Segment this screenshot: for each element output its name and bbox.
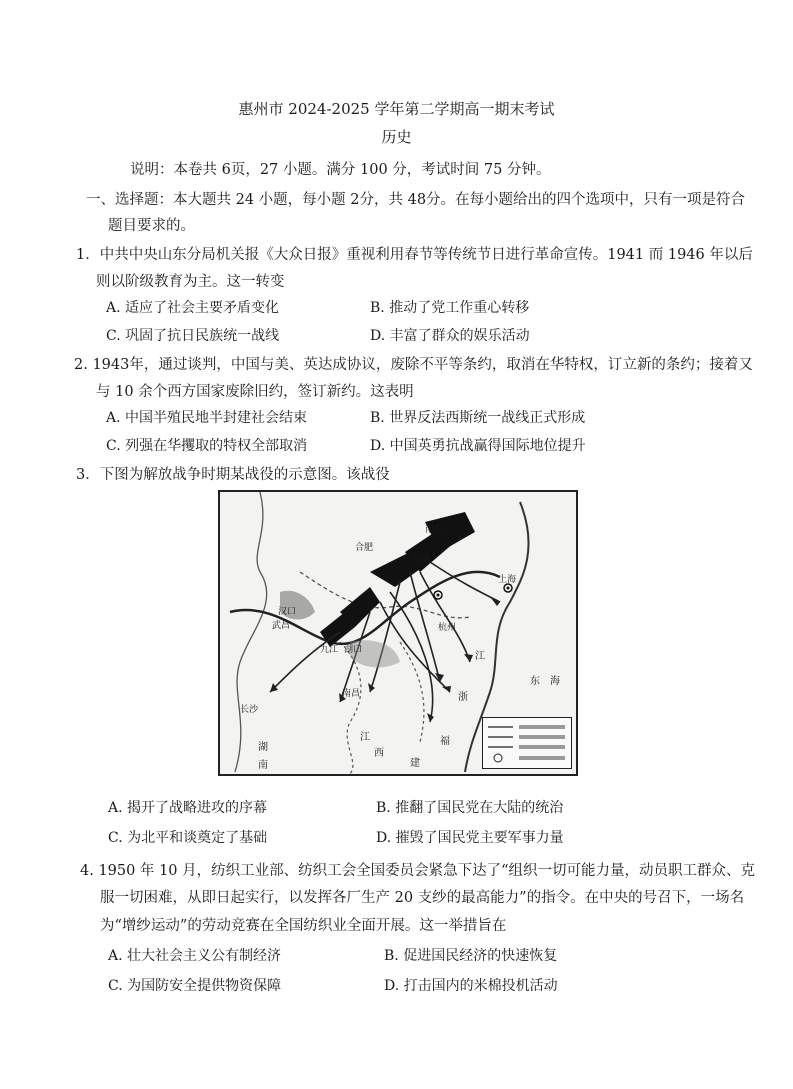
q1-option-d[interactable]: D. 丰富了群众的娱乐活动: [370, 328, 530, 344]
map-label-fu: 福: [440, 736, 450, 747]
map-label-hefei: 合肥: [355, 543, 374, 553]
map-label-nan: 南: [258, 760, 268, 771]
q2-stem-line1: 2. 1943年，通过谈判，中国与美、英达成协议，废除不平等条约，取消在华特权，订立新的条约；接着又: [74, 357, 753, 373]
q4-option-c[interactable]: C. 为国防安全提供物资保障: [108, 978, 282, 994]
q4-option-b[interactable]: B. 促进国民经济的快速恢复: [384, 948, 558, 964]
q1-stem-line2: 则以阶级教育为主。这一转变: [96, 274, 285, 290]
q3-option-c[interactable]: C. 为北平和谈奠定了基础: [108, 830, 268, 846]
map-label-jiujiang: 九江: [320, 645, 339, 655]
map-label-dong: 东: [530, 676, 540, 687]
q1-option-a[interactable]: A. 适应了社会主要矛盾变化: [106, 300, 280, 316]
map-label-changsha: 长沙: [240, 705, 259, 715]
q4-stem-line2: 服一切困难，从即日起实行，以发挥各厂生产 20 支纱的最高能力”的指令。在中央的号召下，一场名: [100, 890, 745, 906]
map-label-nanchang: 南昌: [342, 689, 361, 699]
map-label-nanjing: 南京: [425, 525, 444, 535]
q3-option-a[interactable]: A. 揭开了战略进攻的序幕: [108, 800, 268, 816]
map-legend: [482, 717, 572, 769]
q2-option-b[interactable]: B. 世界反法西斯统一战线正式形成: [370, 410, 586, 426]
map-label-jiang: 江: [475, 651, 485, 662]
map-label-jiang2: 江: [360, 732, 370, 743]
q2-option-c[interactable]: C. 列强在华攫取的特权全部取消: [106, 438, 308, 454]
q4-option-a[interactable]: A. 壮大社会主义公有制经济: [108, 948, 282, 964]
map-label-xi: 西: [374, 748, 384, 759]
q2-stem-line2: 与 10 余个西方国家废除旧约，签订新约。这表明: [96, 384, 414, 400]
map-label-hangzhou: 杭州: [438, 623, 457, 633]
map-label-wuchang: 武昌: [272, 621, 291, 631]
instructions: 说明：本卷共 6页，27 小题。满分 100 分，考试时间 75 分钟。: [130, 162, 551, 178]
map-label-wuhu: 芜湖: [412, 555, 431, 565]
q4-stem-line3: 为“增纱运动”的劳动竞赛在全国纺织业全面开展。这一举措旨在: [100, 918, 507, 934]
map-label-hai: 海: [550, 676, 560, 687]
q1-option-b[interactable]: B. 推动了党工作重心转移: [370, 300, 530, 316]
map-label-hankou: 汉口: [278, 607, 297, 617]
q1-option-c[interactable]: C. 巩固了抗日民族统一战线: [106, 328, 280, 344]
map-label-jian: 建: [410, 758, 420, 769]
map-label-shanghai: 上海: [498, 575, 517, 585]
q1-stem-line1: 1．中共中央山东分局机关报《大众日报》重视利用春节等传统节日进行革命宣传。1941 而 1946 年以后: [76, 247, 753, 263]
map-label-zhe: 浙: [458, 692, 468, 703]
map-label-hu: 湖: [258, 742, 268, 753]
exam-subject: 历史: [381, 128, 412, 146]
q4-option-d[interactable]: D. 打击国内的米棉投机活动: [384, 978, 558, 994]
q4-stem-line1: 4. 1950 年 10 月，纺织工业部、纺织工会全国委员会紧急下达了“组织一切可能力量，动员职工群众、克: [80, 863, 756, 879]
q3-stem-line1: 3．下图为解放战争时期某战役的示意图。该战役: [76, 467, 390, 483]
q3-option-d[interactable]: D. 摧毁了国民党主要军事力量: [376, 830, 564, 846]
campaign-map: [218, 490, 578, 776]
q3-option-b[interactable]: B. 推翻了国民党在大陆的统治: [376, 800, 564, 816]
map-label-hukou: 湖口: [344, 645, 363, 655]
exam-title: 惠州市 2024-2025 学年第二学期高一期末考试: [238, 100, 555, 118]
q2-option-a[interactable]: A. 中国半殖民地半封建社会结束: [106, 410, 308, 426]
section-heading-line2: 题目要求的。: [108, 218, 195, 234]
section-heading-line1: 一、选择题：本大题共 24 小题，每小题 2分，共 48分。在每小题给出的四个选项中，只有一项是符合: [86, 192, 746, 208]
q2-option-d[interactable]: D. 中国英勇抗战赢得国际地位提升: [370, 438, 586, 454]
